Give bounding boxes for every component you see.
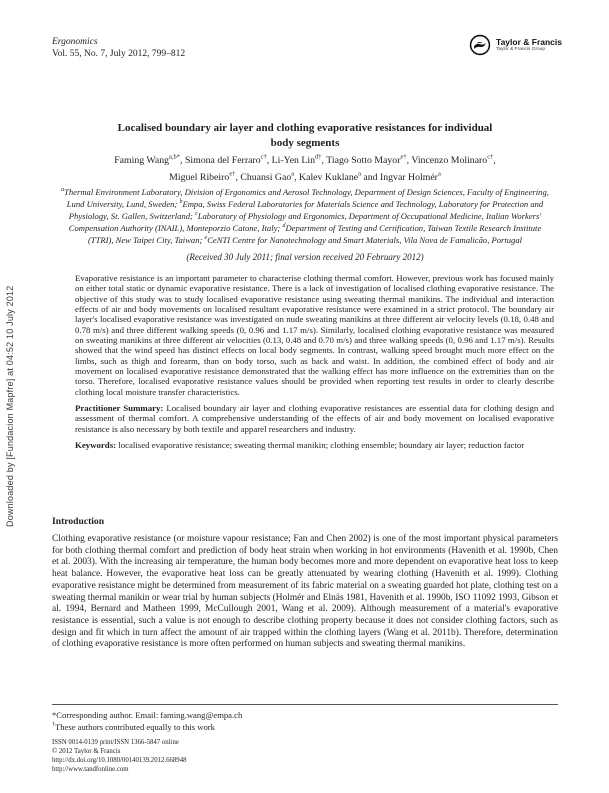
keywords: Keywords: localised evaporative resistance; sweating thermal manikin; clothing ensemble; boundary air layer; reduction factor	[75, 440, 525, 451]
pubinfo-line: http://www.tandfonline.com	[52, 765, 129, 773]
affiliation-segment: $^a$Thermal Environment Laboratory, Division of Ergonomics and Aerosol Technology, Department of Design Sciences, Faculty of Engineering, Lund University, Lund, Sweden;	[61, 186, 549, 210]
pubinfo-line: http://dx.doi.org/10.1080/00140139.2012.668948	[52, 756, 187, 764]
author: Li-Yen Lin$^{d\dagger}$,	[271, 154, 327, 167]
author-affiliation-mark: c†	[487, 154, 494, 161]
author: Chuansi Gao$^a$,	[240, 170, 300, 183]
journal-name: Ergonomics	[52, 37, 98, 47]
abstract-block	[75, 273, 554, 451]
affiliations	[57, 185, 553, 246]
practitioner-summary: Practitioner Summary: Localised boundary air layer and clothing evaporative resistances are essential data for clothing design and assessment of thermal comfort. A comprehensive understanding of the effects of air and body movement on localised evaporative resistance is also necessary by both textile and apparel researchers and industry.	[75, 403, 555, 434]
author-affiliation-mark: a,b*	[169, 154, 181, 161]
introduction-paragraph: Clothing evaporative resistance (or moisture vapour resistance; Fan and Chen 2002) is one of the most important physical parameters for both clothing thermal comfort and prediction of body heat strain when working in hot environments (Havenith et al. 1990b, Chen et al. 2003). With the increasing air temperature, the human body becomes more and more dependent on evaporative heat loss to keep heat balance. However, the evaporative heat loss can be greatly attenuated by wearing clothing (Havenith et al. 1999). Clothing evaporative resistance might be determined from measurement of its fabric material on a sweating guarded hot plate, clothing test on a sweating thermal manikin or wear trial by human subjects (Holmér and Elnäs 1981, Havenith et al. 1990b, ISO 11092 1993, Gibson et al. 1994, Bernard and Matheen 1999, McCullough 2001, Wang et al. 2009). Although measurement of a material's evaporative resistance is essential, such a value is not enough to describe clothing property because it does not consider clothing factors, such as design and fit which in turn affect the amount of air trapped within the clothing layers (Wang et al. 2011b). Therefore, determination of clothing evaporative resistance is more often performed on human subjects and sweating thermal manikins.	[52, 534, 558, 650]
practitioner-summary-label: Practitioner Summary:	[75, 403, 164, 414]
footnote: *Corresponding author. Email: faming.wang@empa.ch	[52, 709, 243, 720]
footnote: †These authors contributed equally to this work	[52, 721, 215, 732]
author: Tiago Sotto Mayor$^{e\dagger}$,	[326, 154, 412, 167]
affiliation-mark: d	[282, 223, 286, 230]
section-heading-introduction: Introduction	[52, 516, 105, 527]
journal-header	[52, 36, 185, 60]
author: Kalev Kuklane$^a$ and	[299, 170, 380, 183]
author-affiliation-mark: e†	[400, 154, 407, 161]
download-watermark: Downloaded by [Fundacion Mapfre] at 04:52 10 July 2012	[5, 285, 15, 527]
author-affiliation-mark: d†	[315, 154, 322, 161]
publisher-group: Taylor & Francis Group	[496, 46, 546, 52]
affiliation-segment: $^e$CeNTI Centre for Nanotechnology and Smart Materials, Vila Nova de Famalicão, Portugal	[204, 235, 523, 246]
publishing-info	[52, 739, 187, 775]
author: Faming Wang$^{a,b*}$,	[114, 154, 185, 167]
author-affiliation-mark: a	[291, 170, 295, 178]
author: Simona del Ferraro$^{c\dagger}$,	[184, 154, 272, 167]
received-line: (Received 30 July 2011; final version received 20 February 2012)	[186, 252, 424, 262]
issue-line: Vol. 55, No. 7, July 2012, 799–812	[52, 49, 186, 59]
footnotes	[52, 704, 558, 732]
author-line-2	[52, 167, 558, 183]
author-affiliation-mark: c†	[260, 154, 267, 161]
author-affiliation-mark: e†	[229, 170, 236, 178]
author-list	[52, 151, 558, 184]
author-line-1	[52, 151, 558, 167]
pubinfo-line: © 2012 Taylor & Francis	[52, 747, 121, 755]
abstract-text: Evaporative resistance is an important parameter to characterise clothing thermal comfort. However, previous work has focused mainly on either total static or dynamic evaporative resistance. There is a lack of investigation of localised clothing evaporative resistance. The objective of this study was to study localised evaporative resistance using sweating thermal manikins. The individual and interaction effects of air and body movements on localised resultant evaporative resistance were examined in a strict protocol. The boundary air layer's localised evaporative resistance was investigated on nude sweating manikins at three different air velocity levels (0.18, 0.48 and 0.78 m/s) and three different walking speeds (0, 0.96 and 1.17 m/s). Similarly, localised clothing evaporative resistance was measured on sweating manikins at three different air velocities (0.13, 0.48 and 0.70 m/s) and three walking speeds (0, 0.96 and 1.17 m/s). Results showed that the wind speed has distinct effects on local body segments. In contrast, walking speed brought much more effect on the limbs, such as thigh and forearm, than on body torso, such as back and waist. In addition, the combined effect of body and air movement on localised evaporative resistance demonstrated that the walking effect has more influence on the extremities than on the torso. Therefore, localised evaporative resistance values should be provided when reporting test results in order to clearly describe clothing local moisture transfer characteristics.	[75, 273, 554, 397]
affiliation-segment: $^d$Department of Testing and Certification, Taiwan Textile Research Institute (TTRI), New Taipei City, Taiwan;	[87, 223, 542, 246]
author-affiliation-mark: a	[437, 170, 441, 178]
pubinfo-line: ISSN 0014-0139 print/ISSN 1366-5847 online	[52, 739, 179, 746]
main-text	[52, 516, 558, 651]
author-affiliation-mark: a	[358, 170, 361, 178]
title-line: Localised boundary air layer and clothing evaporative resistances for individual	[117, 122, 493, 134]
author: Ingvar Holmér$^a$	[380, 170, 441, 183]
taylor-francis-logo	[469, 34, 562, 56]
author: Miguel Ribeiro$^{e\dagger}$,	[169, 170, 241, 183]
affiliation-mark: a	[61, 187, 65, 193]
affiliation-mark: c	[195, 211, 198, 218]
article-title	[52, 121, 558, 150]
author: Vincenzo Molinaro$^{c\dagger}$,	[411, 154, 496, 167]
taylor-francis-lamp-icon	[469, 34, 491, 56]
title-line: body segments	[270, 136, 340, 149]
footnote-mark: †	[52, 721, 55, 728]
affiliation-segment: $^b$Empa, Swiss Federal Laboratories for Materials Science and Technology, Laboratory for Protection and Physiology, St. Gallen, Switzerland;	[68, 199, 544, 222]
affiliation-segment: $^c$Laboratory of Physiology and Ergonomics, Department of Occupational Medicine, Italian Workers' Compensation Authority (INAIL), Monteporzio Catone, Italy;	[68, 211, 542, 234]
affiliation-mark: e	[204, 235, 208, 242]
affiliation-mark: b	[179, 199, 183, 206]
publisher-name: Taylor & Francis	[496, 36, 562, 47]
keywords-label: Keywords:	[75, 440, 117, 451]
